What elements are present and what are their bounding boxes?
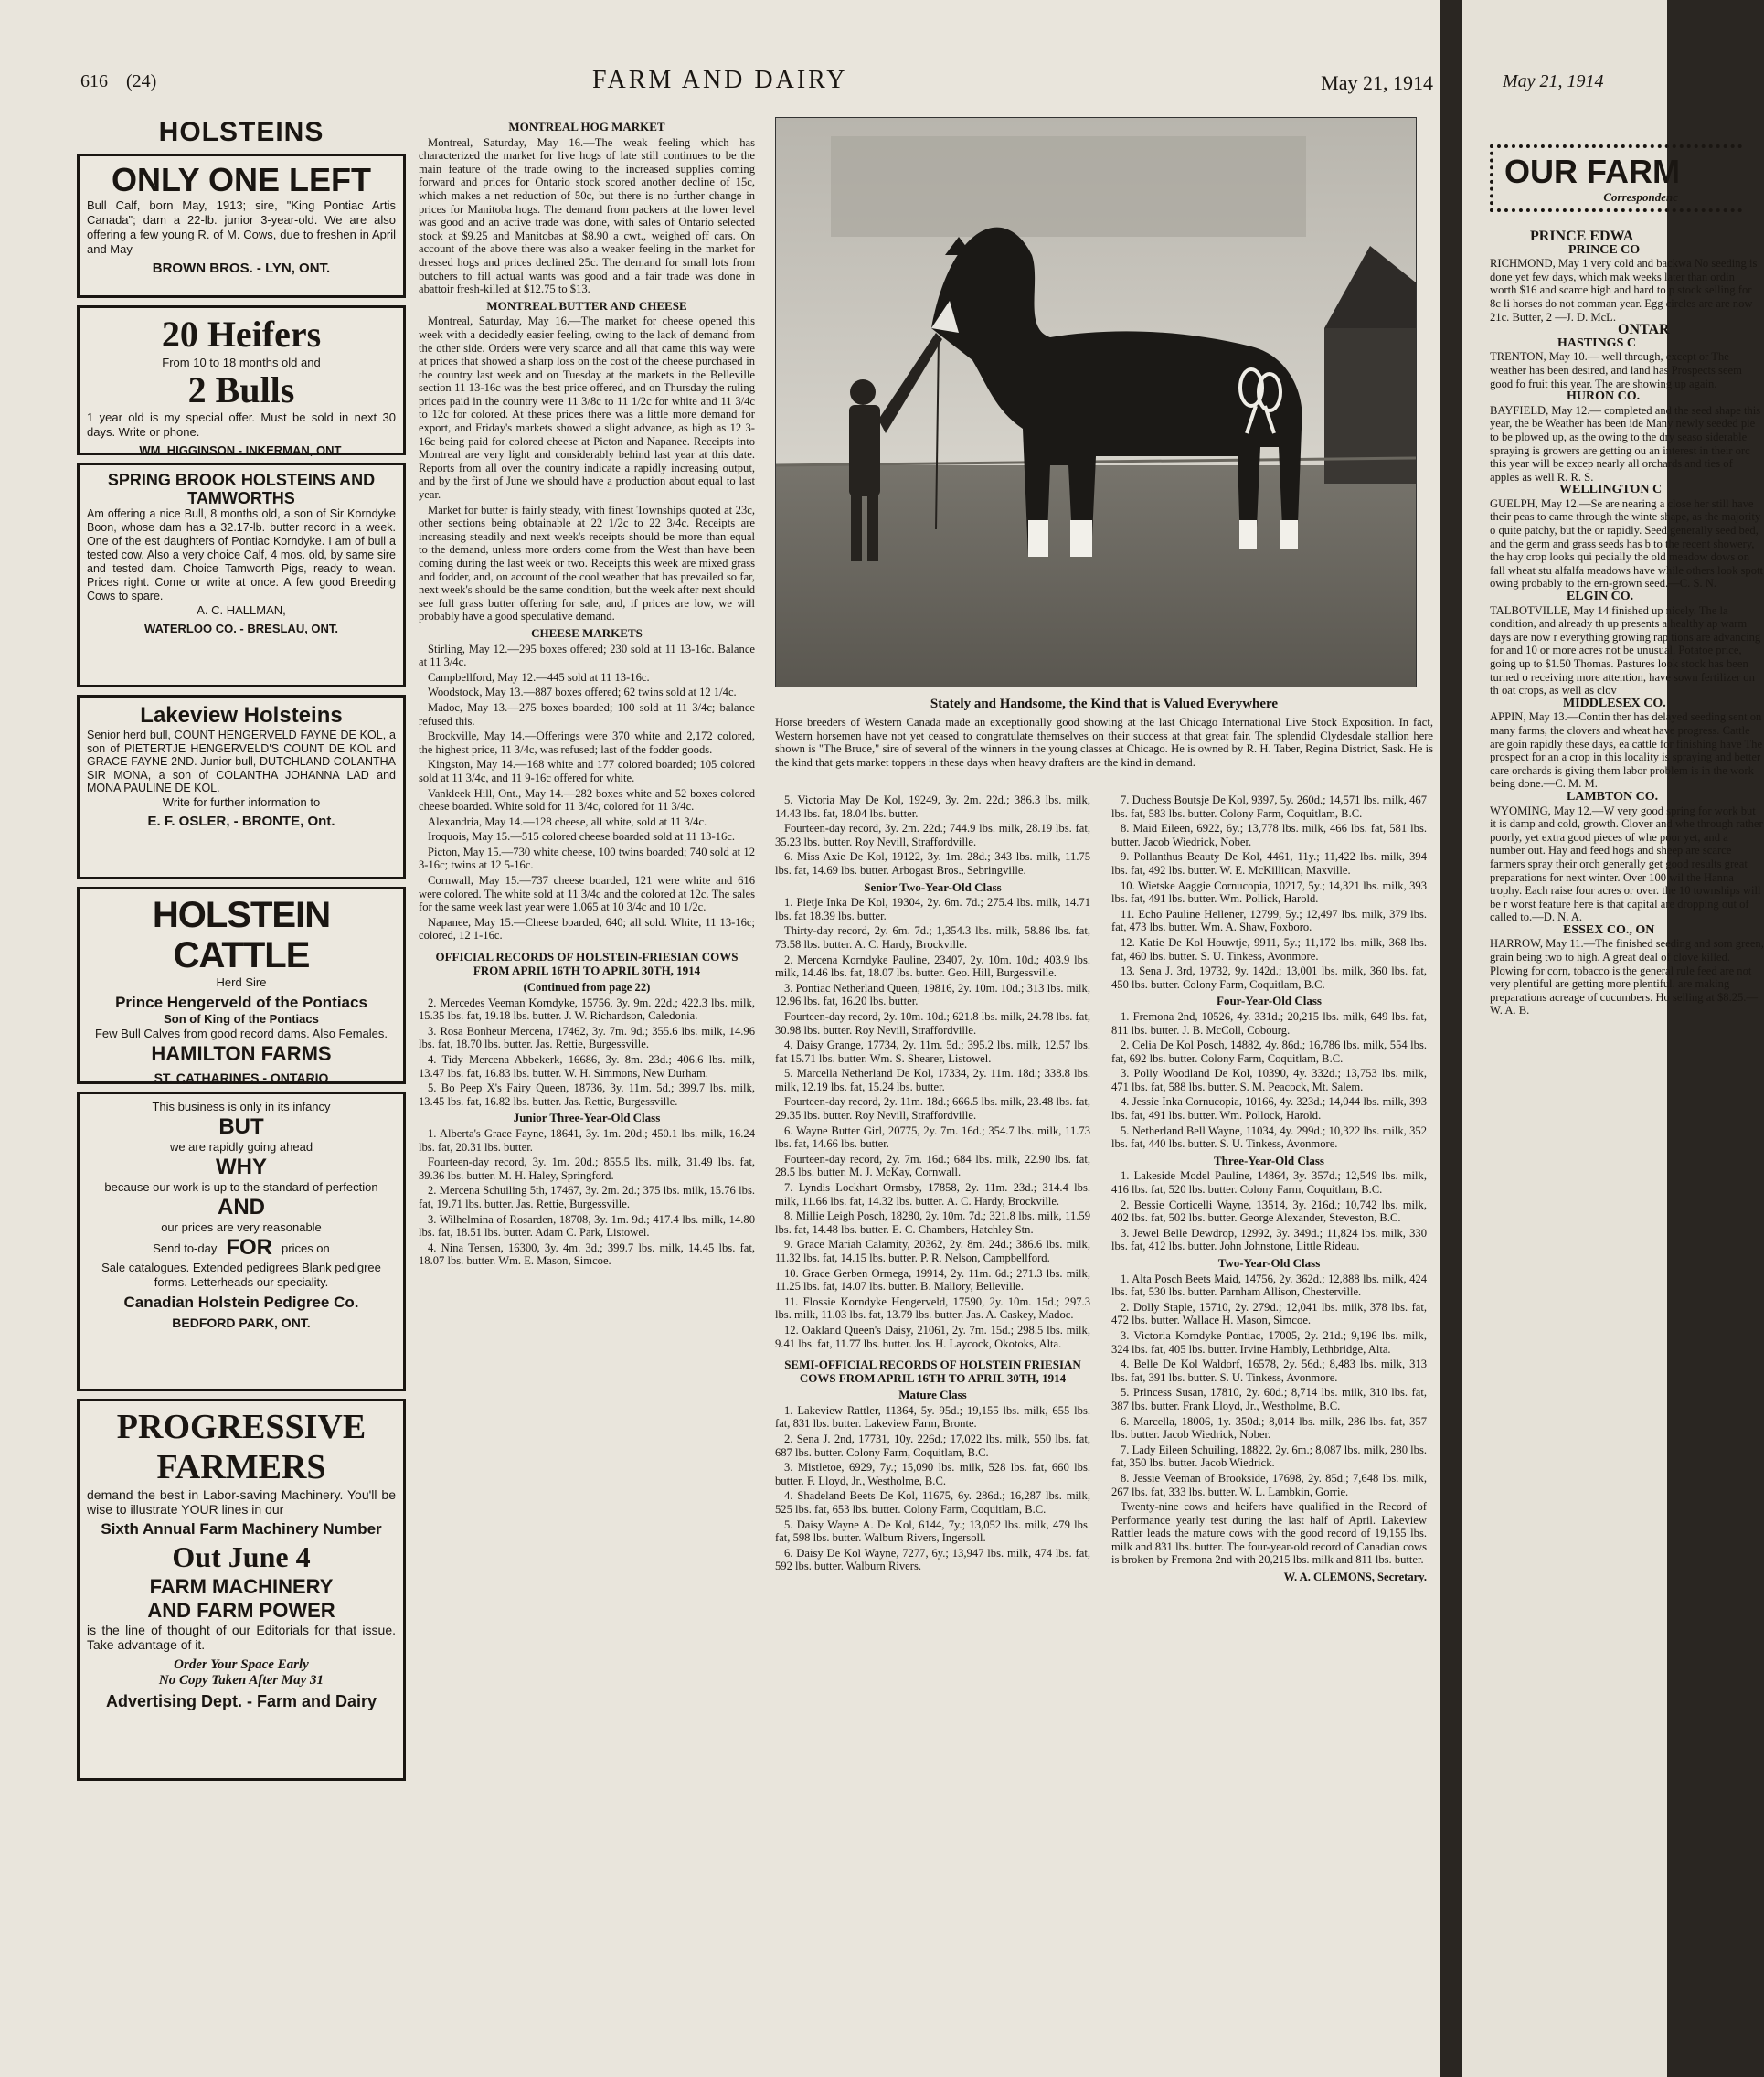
paragraph: 3. Victoria Korndyke Pontiac, 17005, 2y. 21d.; 9,196 lbs. milk, 324 lbs. fat, 405 lbs. butter. Irvine Hambly, Lethbridge, Alta. [1111, 1328, 1427, 1356]
paragraph: 11. Flossie Korndyke Hengerveld, 17590, 2y. 10m. 15d.; 297.3 lbs. milk, 11.03 lbs. fat, 13.79 lbs. butter. Jas. A. Caskey, Madoc. [775, 1294, 1090, 1322]
ad-line: This business is only in its infancy [152, 1100, 331, 1113]
paragraph: Market for butter is fairly steady, with finest Townships quoted at 23c, other sections being obtainable at 22 1/2c to 22 3/4c. Receipts are increasing steadily and next week's receipts should be more than equal to the demand, unless more orders come from the West than have been coming during the last week or two. Receipts this week are mixed grass and fodder, and, on account of the cool weather that has prevailed so far, next week's should be the same condition, but the week after next should see full grass butter offering for sale, and, if prices are low, we will probably have a good speculative demand. [419, 503, 755, 623]
county-heading: HURON CO. [1567, 389, 1641, 404]
page-number: 616 (24) [80, 71, 157, 91]
running-head [80, 66, 1433, 97]
paragraph: Vankleek Hill, Ont., May 14.—282 boxes white and 52 boxes colored cheese boarded. White sold for 11 3/4c, colored for 11 3/4c. [419, 786, 755, 814]
ad-line: prices on [282, 1241, 330, 1255]
paragraph: 4. Nina Tensen, 16300, 3y. 4m. 3d.; 399.7 lbs. milk, 14.45 lbs. fat, 18.07 lbs. butter. Wm. E. Mason, Simcoe. [419, 1241, 755, 1268]
ad-sire: Prince Hengerveld of the Pontiacs [115, 994, 367, 1011]
paragraph: Napanee, May 15.—Cheese boarded, 640; all sold. White, 11 13-16c; colored, 12 1-16c. [419, 915, 755, 943]
ad-headline-2: 2 Bulls [187, 369, 295, 410]
paragraph: 2. Mercedes Veeman Korndyke, 15756, 3y. 9m. 22d.; 422.3 lbs. milk, 15.35 lbs. fat, 19.18 lbs. butter. J. W. Richardson, Caledonia. [419, 996, 755, 1023]
paragraph: 9. Grace Mariah Calamity, 20362, 2y. 8m. 24d.; 386.6 lbs. milk, 11.32 lbs. fat, 14.15 lbs. butter. P. R. Nelson, Campbellford. [775, 1238, 1090, 1264]
ad-line: Few Bull Calves from good record dams. Also Females. [94, 1027, 388, 1040]
report-text: APPIN, May 13.—Contin ther has delayed seeding sent on many farms, the clovers and wheat have progress. Cattle are goin rapidly these days, ea cattle for finishing have The prospect for an a crop in this locality is spraying and better care orchards is giving them labor problem is in the work being done.—C. M. M. [1490, 710, 1763, 791]
paragraph: 6. Wayne Butter Girl, 20775, 2y. 7m. 16d.; 354.7 lbs. milk, 11.73 lbs. fat, 14.66 lbs. butter. [775, 1124, 1090, 1151]
paragraph: 6. Marcella, 18006, 1y. 350d.; 8,014 lbs. milk, 286 lbs. fat, 357 lbs. butter. Jacob Wiedrick, Nober. [1111, 1414, 1427, 1442]
ad-date: Out June 4 [172, 1540, 311, 1573]
ad-line: Son of King of the Pontiacs [164, 1012, 319, 1026]
paragraph: Twenty-nine cows and heifers have qualified in the Record of Performance yearly test during the last half of April. Lakeview Rattler leads the mature cows with the good record of 19,155 lbs. milk and 831 lbs. butter. The four-year-old record of Canadian cows is broken by Fremona 2nd with 20,215 lbs. milk and 811 lbs. butter. [1111, 1500, 1427, 1567]
paragraph: Campbellford, May 12.—445 sold at 11 13-16c. [428, 670, 650, 684]
report-text: TRENTON, May 10.— well through, except or The weather has been desired, and land has Prospects seem good fo fruit this year. The are showing up again. [1490, 350, 1742, 390]
ad-word: WHY [216, 1155, 267, 1179]
ad-progressive-farmers [77, 1399, 406, 1781]
ad-20-heifers [77, 305, 406, 455]
photo-caption: Stately and Handsome, the Kind that is Valued Everywhere [930, 697, 1279, 711]
banner-title: OUR FARM [1504, 153, 1680, 190]
paragraph: 3. Rosa Bonheur Mercena, 17462, 3y. 7m. 9d.; 355.6 lbs. milk, 14.96 lbs. fat, 18.70 lbs. butter. Jas. Rettie, Burgessville. [419, 1024, 755, 1051]
paragraph: 1. Fremona 2nd, 10526, 4y. 331d.; 20,215 lbs. milk, 649 lbs. fat, 811 lbs. butter. J. B. McColl, Cobourg. [1111, 1009, 1427, 1037]
county-heading: MIDDLESEX CO. [1563, 696, 1666, 710]
ad-subject-2: AND FARM POWER [147, 1599, 335, 1622]
report-text: HARROW, May 11.—The finished seeding and som green, grain being two to high. A great deal of clove killed. Plowing for corn, tobacco is the general rule feed are not very plentiful are getting more plentiful. are making preparations acreage of cucumbers. Ho selling at $8.25.—W. A. B. [1490, 937, 1764, 1017]
class-heading: Two-Year-Old Class [1217, 1256, 1321, 1270]
ad-body: Senior herd bull, COUNT HENGERVELD FAYNE DE KOL, a son of PIETERTJE HENGERVELD'S COUNT DE KOL and GRACE FAYNE 2ND. Junior bull, DUTCHLAND COLANTHA SIR MONA, a son of COLANTHA JOHANNA LAD and MONA PAULINE DE KOL. [87, 729, 396, 794]
ad-body: 1 year old is my special offer. Must be sold in next 30 days. Write or phone. [87, 410, 396, 439]
ad-line: we are rapidly going ahead [169, 1140, 313, 1154]
ad-line: our prices are very reasonable [161, 1220, 322, 1234]
ad-line: because our work is up to the standard of perfection [104, 1180, 378, 1194]
ad-only-one-left [77, 154, 406, 298]
paragraph: 6. Daisy De Kol Wayne, 7277, 6y.; 13,947 lbs. milk, 474 lbs. fat, 592 lbs. butter. Walburn Rivers. [775, 1546, 1090, 1573]
advertisement-column [77, 117, 406, 1788]
paragraph: Fourteen-day record, 2y. 11m. 18d.; 666.5 lbs. milk, 23.48 lbs. fat, 29.35 lbs. butter. Roy Nevill, Straffordville. [775, 1095, 1090, 1123]
paragraph: Cornwall, May 15.—737 cheese boarded, 121 were white and 616 were colored. The white sold at 11 3/4c and the colored at 12c. The sales for the same week last year were 1,065 at 10 3/4c and 10 1/2c. [419, 874, 755, 914]
issue-date: May 21, 1914 [1321, 71, 1433, 94]
paragraph: 11. Echo Pauline Hellener, 12799, 5y.; 12,497 lbs. milk, 379 lbs. fat, 473 lbs. butter. Wm. A. Shaw, Foxboro. [1111, 907, 1427, 934]
section-title: HOLSTEINS [158, 117, 324, 147]
ad-body: Bull Calf, born May, 1913; sire, "King Pontiac Artis Canada"; dam a 22-lb. junior 3-year-old. We are also offering a few young R. of M. Cows, due to freshen in April and May [87, 198, 396, 256]
paragraph: 1. Pietje Inka De Kol, 19304, 2y. 6m. 7d.; 275.4 lbs. milk, 14.71 lbs. fat 18.39 lbs. butter. [775, 896, 1090, 922]
ad-footer: BEDFORD PARK, ONT. [172, 1315, 311, 1330]
opposite-date: May 21, 1914 [1503, 71, 1604, 91]
paragraph: Montreal, Saturday, May 16.—The weak feeling which has characterized the market for live hogs of late still continues to be the main feature of the trade owing to the increased supplies coming forward and prices for Ontario stock scored another decline of 15c, which makes a net reduction of 50c, but there is no further change in prices for Manitoba hogs. The demand from packers at the lower level was good and an active trade was done, with sales of Ontario selected stock at $9.25 and Manitobas at $8.90 a cwt., weighed off cars. On account of the above there was also a weaker feeling in the market for dressed hogs and prices declined 25c. The demand for small lots from butchers to fill actual wants was good and a fair trade was done in abattoir fresh-killed at $12.75 to $13. [419, 135, 755, 296]
paragraph: Picton, May 15.—730 white cheese, 100 twins boarded; 740 sold at 12 3-16c; twins at 12 5-16c. [419, 845, 755, 872]
ad-footer: WM. HIGGINSON - INKERMAN, ONT. [139, 443, 344, 457]
ad-lakeview-holsteins [77, 695, 406, 879]
ad-body: Am offering a nice Bull, 8 months old, a son of Sir Korndyke Boon, whose dam has a 32.17-lb. butter record in a week. One of the est daughters of Pontiac Korndyke. I am of bull a tested cow. Also a very choice Calf, 4 mos. old, by same sire and tested dam. Choice Tamworth Pigs, ready to wean. Prices right. Come or write at once. A few good Breeding Cows to spare. [87, 507, 396, 602]
market-column [419, 117, 755, 1270]
records-column-right [1111, 794, 1427, 1584]
ad-subject: FARM MACHINERY [149, 1575, 334, 1598]
ad-spring-brook [77, 463, 406, 687]
ad-word: AND [218, 1195, 265, 1220]
paragraph: 10. Grace Gerben Ormega, 19914, 2y. 11m. 6d.; 271.3 lbs. milk, 11.25 lbs. fat, 14.07 lbs. butter. B. Mallory, Belleville. [775, 1266, 1090, 1294]
paragraph: 7. Lyndis Lockhart Ormsby, 17858, 2y. 11m. 23d.; 314.4 lbs. milk, 11.66 lbs. fat, 14.32 lbs. butter. A. C. Hardy, Brockville. [775, 1181, 1090, 1208]
report-text: BAYFIELD, May 12.— completed and the seed shape this year, the be Weather has been ide Many newly seeded pie to be plowed up, as the owing to the dry seaso siderable spraying is growers are getting ou an interest in their orc this year will be excep nearly all orchards and ties of apples as well R. R. S. [1490, 403, 1761, 484]
masthead: FARM AND DAIRY [592, 66, 848, 94]
ad-write: Write for further information to [162, 794, 321, 809]
paragraph: 13. Sena J. 3rd, 19732, 9y. 142d.; 13,001 lbs. milk, 360 lbs. fat, 450 lbs. butter. Colony Farm, Coquitlam, B.C. [1111, 964, 1427, 991]
paragraph: Fourteen-day record, 3y. 2m. 22d.; 744.9 lbs. milk, 28.19 lbs. fat, 35.23 lbs. butter. Roy Nevill, Straffordville. [775, 822, 1090, 848]
paragraph: 10. Wietske Aaggie Cornucopia, 10217, 5y.; 14,321 lbs. milk, 393 lbs. fat, 491 lbs. butter. Wm. Pollick, Harold. [1111, 879, 1427, 906]
paragraph: 4. Jessie Inka Cornucopia, 10166, 4y. 323d.; 14,044 lbs. milk, 393 lbs. fat, 491 lbs. butter. Wm. Pollock, Harold. [1111, 1095, 1427, 1123]
ad-word: FOR [226, 1235, 273, 1260]
report-text: GUELPH, May 12.—Se are nearing a close her still have their peas to came through the winte shape, as the majority o quite patchy, but the or rapidly. Seed generally seed bed, and the germ and grass seeds has b to the recent showery, the hay crop looks qui pecially the old meadow dows on fall wheat stu alfalfa meadows have while others look spott owing probably to the ern-grown seed.—C. S. N. [1490, 496, 1764, 591]
banner-sub: Correspondenc [1603, 190, 1678, 204]
ad-title: PROGRESSIVE [116, 1408, 367, 1446]
opposite-banner [1490, 144, 1742, 212]
ad-pedigree-co [77, 1092, 406, 1391]
headline: CHEESE MARKETS [531, 625, 643, 640]
ad-title-2: FARMERS [156, 1448, 326, 1486]
county-heading: LAMBTON CO. [1567, 789, 1659, 804]
ad-footer: E. F. OSLER, - BRONTE, Ont. [147, 813, 335, 829]
paragraph: Montreal, Saturday, May 16.—The market for cheese opened this week with a decidedly easier feeling, owing to the lack of demand from the other side. Orders were very scarce and all that came this way were at prices that showed a sharp loss on the cost of the cheese purchased in the country last week and on Tuesday at the markets in the Belleville section 11 13-16c was the best price offered, and on Thursday the ruling prices paid in the country were 11 3/8c to 11 1/2c for white and 11 3/4c to 12c for colored. At these prices there was a little more demand for export, and Friday's markets showed a slight advance, as high as 12 3-16c being paid for colored cheese at Picton and Napanee. Receipts into Montreal are very light and considerably behind last year at this date. Reports from all over the country indicate a rapidly increasing output, and by the first of June we should have a production about equal to last year. [419, 314, 755, 502]
ad-title: ONLY ONE LEFT [111, 161, 372, 198]
paragraph: 5. Victoria May De Kol, 19249, 3y. 2m. 22d.; 386.3 lbs. milk, 14.43 lbs. fat, 18.04 lbs. butter. [775, 794, 1090, 820]
paragraph: 2. Sena J. 2nd, 17731, 10y. 226d.; 17,022 lbs. milk, 550 lbs. fat, 687 lbs. butter. Colony Farm, Coquitlam, B.C. [775, 1432, 1090, 1459]
paragraph: Alexandria, May 14.—128 cheese, all white, sold at 11 3/4c. [428, 815, 707, 828]
paragraph: Thirty-day record, 2y. 6m. 7d.; 1,354.3 lbs. milk, 58.86 lbs. fat, 73.58 lbs. butter. A. C. Hardy, Brockville. [775, 924, 1090, 951]
paragraph: 4. Shadeland Beets De Kol, 11675, 6y. 286d.; 16,287 lbs. milk, 525 lbs. fat, 653 lbs. butter. Colony Farm, Coquitlam, B.C. [775, 1489, 1090, 1516]
ad-word: BUT [218, 1114, 264, 1139]
county-heading: WELLINGTON C [1559, 483, 1663, 497]
report-text: WYOMING, May 12.—W very good spring for work but it is damp and cold, growth. Clover and whe through rather poorly, yet extra good pieces of whe poor yet, and a number out. Hay and feed hogs and sheep are scarce farmers spray their orch generally get good results great preparations for next winter. Over 100 wil the Hanna trophy. Each raise four acres or over. the 10 townships will be r worst feature here is that capital are dropping out of called to.—D. N. A. [1490, 804, 1763, 924]
ad-send-row [87, 1235, 396, 1261]
ad-name: A. C. HALLMAN, [197, 603, 286, 617]
class-heading: Senior Two-Year-Old Class [864, 879, 1002, 894]
paragraph: 12. Oakland Queen's Daisy, 21061, 2y. 7m. 15d.; 298.5 lbs. milk, 9.41 lbs. fat, 11.77 lbs. butter. Jos. H. Laycock, Okotoks, Alta. [775, 1323, 1090, 1350]
subheadline: (Continued from page 22) [523, 981, 651, 995]
paragraph: 8. Maid Eileen, 6922, 6y.; 13,778 lbs. milk, 466 lbs. fat, 581 lbs. butter. Jacob Wiedrick, Nober. [1111, 822, 1427, 848]
paragraph: Fourteen-day record, 3y. 1m. 20d.; 855.5 lbs. milk, 31.49 lbs. fat, 39.36 lbs. butter. M. H. Haley, Springford. [419, 1156, 755, 1182]
paragraph: 1. Lakeview Rattler, 11364, 5y. 95d.; 19,155 lbs. milk, 655 lbs. fat, 831 lbs. butter. Lakeview Farm, Bronte. [775, 1403, 1090, 1431]
paragraph: Brockville, May 14.—Offerings were 370 white and 2,172 colored, the highest price, 11 3/4c, was refused; last of the fodder goods. [419, 730, 755, 756]
ad-line: Herd Sire [216, 975, 267, 989]
ad-issue: Sixth Annual Farm Machinery Number [101, 1520, 382, 1538]
paragraph: 5. Marcella Netherland De Kol, 17334, 2y. 11m. 18d.; 338.8 lbs. milk, 12.19 lbs. fat, 15.24 lbs. butter. [775, 1067, 1090, 1093]
ad-nocopy: No Copy Taken After May 31 [158, 1673, 324, 1688]
paragraph: 7. Duchess Boutsje De Kol, 9397, 5y. 260d.; 14,571 lbs. milk, 467 lbs. fat, 583 lbs. butter. Colony Farm, Coquitlam, B.C. [1111, 794, 1427, 820]
paragraph: 1. Alta Posch Beets Maid, 14756, 2y. 362d.; 12,888 lbs. milk, 424 lbs. fat, 530 lbs. butter. Parnham Allison, Chesterville. [1111, 1272, 1427, 1299]
county-heading: ELGIN CO. [1567, 590, 1634, 604]
ad-footer: WATERLOO CO. - BRESLAU, ONT. [143, 622, 339, 635]
headline: SEMI-OFFICIAL RECORDS OF HOLSTEIN FRIESIAN COWS FROM APRIL 16TH TO APRIL 30TH, 1914 [784, 1358, 1081, 1386]
paragraph: Iroquois, May 15.—515 colored cheese boarded sold at 11 13-16c. [428, 830, 735, 844]
paragraph: Fourteen-day record, 2y. 10m. 10d.; 621.8 lbs. milk, 24.78 lbs. fat, 30.98 lbs. butter. Roy Nevill, Straffordville. [775, 1009, 1090, 1037]
county-heading: ESSEX CO., ON [1563, 922, 1655, 937]
ad-title: HOLSTEIN CATTLE [152, 895, 331, 975]
paragraph: 5. Netherland Bell Wayne, 11034, 4y. 299d.; 10,322 lbs. milk, 352 lbs. fat, 440 lbs. butter. S. U. Tinkess, Avonmore. [1111, 1124, 1427, 1151]
report-text: RICHMOND, May 1 very cold and backwa No seeding is done yet few days, which mak weeks later than ordin worth $16 and scarce high and hard to p stock selling for 8c li horses do not comman year. Egg circles are are now 21c. Butter, 2 —J. D. McL. [1490, 257, 1758, 324]
ad-title: Lakeview Holsteins [140, 703, 343, 728]
paragraph: 8. Jessie Veeman of Brookside, 17698, 2y. 85d.; 7,648 lbs. milk, 267 lbs. fat, 333 lbs. butter. W. L. Lambkin, Gorrie. [1111, 1471, 1427, 1498]
ad-holstein-cattle [77, 887, 406, 1084]
ad-company: Canadian Holstein Pedigree Co. [123, 1294, 359, 1311]
paragraph: 5. Princess Susan, 17810, 2y. 60d.; 8,714 lbs. milk, 310 lbs. fat, 387 lbs. butter. Frank Lloyd, Jr., Westholme, B.C. [1111, 1386, 1427, 1412]
paragraph: 6. Miss Axie De Kol, 19122, 3y. 1m. 28d.; 343 lbs. milk, 11.75 lbs. fat, 14.69 lbs. butter. Arbogast Bros., Sebringville. [775, 850, 1090, 877]
ad-subline: From 10 to 18 months old and [162, 356, 321, 369]
signature: W. A. CLEMONS, Secretary. [1283, 1571, 1427, 1584]
ad-footer: BROWN BROS. - LYN, ONT. [152, 261, 331, 276]
headline: MONTREAL HOG MARKET [508, 120, 665, 133]
report-text: TALBOTVILLE, May 14 finished up nicely. The la condition, and already th up presents a healthy ap warm days are now r everything growing rap tions are advancing for and 10 or more acres not be unusual. Potatoe price, going up to $1.50 Thomas. Pastures look stock has been turned o receiving more attention, have sown fertilizer on th oat crops, as well as clov [1490, 603, 1761, 698]
class-heading: Mature Class [898, 1388, 967, 1402]
paragraph: 8. Millie Leigh Posch, 18280, 2y. 10m. 7d.; 321.8 lbs. milk, 11.59 lbs. fat, 14.48 lbs. butter. E. C. Chambers, Hatchley Stn. [775, 1209, 1090, 1236]
paragraph: 5. Bo Peep X's Fairy Queen, 18736, 3y. 11m. 5d.; 399.7 lbs. milk, 13.45 lbs. fat, 16.82 lbs. butter. Jas. Rettie, Burgessville. [419, 1081, 755, 1108]
paragraph: 3. Jewel Belle Dewdrop, 12992, 3y. 349d.; 11,824 lbs. milk, 330 lbs. fat, 412 lbs. butter. John Johnstone, Little Rideau. [1111, 1226, 1427, 1253]
paragraph: 7. Lady Eileen Schuiling, 18822, 2y. 6m.; 8,087 lbs. milk, 280 lbs. fat, 350 lbs. butter. Jacob Wiedrick. [1111, 1443, 1428, 1470]
paragraph: 2. Mercena Schuiling 5th, 17467, 3y. 2m. 2d.; 375 lbs. milk, 15.76 lbs. fat, 19.71 lbs. butter. Jas. Rettie, Burgessville. [419, 1184, 755, 1210]
paragraph: 2. Mercena Korndyke Pauline, 23407, 2y. 10m. 10d.; 403.9 lbs. milk, 14.46 lbs. fat, 18.07 lbs. butter. Geo. Hill, Burgessville. [775, 953, 1090, 980]
paragraph: 4. Tidy Mercena Abbekerk, 16686, 3y. 8m. 23d.; 406.6 lbs. milk, 13.47 lbs. fat, 16.83 lbs. butter. W. H. Simmons, New Durham. [419, 1053, 755, 1080]
paragraph: 9. Pollanthus Beauty De Kol, 4461, 11y.; 11,422 lbs. milk, 394 lbs. fat, 492 lbs. butter. W. E. McKillican, Maxville. [1111, 850, 1427, 877]
headline: OFFICIAL RECORDS OF HOLSTEIN-FRIESIAN COWS FROM APRIL 16TH TO APRIL 30TH, 1914 [435, 950, 739, 978]
ad-headline: 20 Heifers [161, 314, 322, 355]
county-heading: PRINCE CO [1568, 242, 1641, 257]
ad-order: Order Your Space Early [174, 1657, 309, 1672]
paragraph: Woodstock, May 13.—887 boxes offered; 62 twins sold at 12 1/4c. [428, 686, 737, 699]
paragraph: Stirling, May 12.—295 boxes offered; 230 sold at 11 13-16c. Balance at 11 3/4c. [419, 642, 755, 669]
paragraph: 3. Polly Woodland De Kol, 10390, 4y. 332d.; 13,753 lbs. milk, 471 lbs. fat, 588 lbs. butter. S. M. Peacock, Mt. Salem. [1111, 1067, 1427, 1093]
opposite-page [1462, 0, 1764, 2077]
ad-footer: Advertising Dept. - Farm and Dairy [105, 1692, 377, 1710]
paragraph: 12. Katie De Kol Houwtje, 9911, 5y.; 11,172 lbs. milk, 368 lbs. fat, 460 lbs. butter. S. U. Tinkess, Avonmore. [1111, 935, 1427, 963]
region-heading: ONTAR [1618, 322, 1670, 338]
ad-line: Send to-day [153, 1241, 218, 1255]
horse-photograph [775, 117, 1417, 687]
paragraph: Kingston, May 14.—168 white and 177 colored boarded; 105 colored sold at 11 3/4c, and 11 9-16c offered for white. [419, 758, 755, 784]
paragraph: 1. Lakeside Model Pauline, 14864, 3y. 357d.; 12,549 lbs. milk, 416 lbs. fat, 520 lbs. butter. Colony Farm, Coquitlam, B.C. [1111, 1169, 1427, 1197]
records-column-left [775, 794, 1090, 1575]
region-heading: PRINCE EDWA [1530, 229, 1634, 244]
county-heading: HASTINGS C [1557, 336, 1636, 350]
ad-body: is the line of thought of our Editorials for that issue. Take advantage of it. [87, 1623, 396, 1652]
paragraph: 3. Wilhelmina of Rosarden, 18708, 3y. 1m. 9d.; 417.4 lbs. milk, 14.80 lbs. fat, 18.51 lbs. butter. Adam C. Park, Listowel. [419, 1212, 755, 1240]
paragraph: 3. Pontiac Netherland Queen, 19816, 2y. 10m. 10d.; 313 lbs. milk, 12.96 lbs. fat, 16.20 lbs. butter. [775, 981, 1090, 1008]
ad-farm: HAMILTON FARMS [151, 1042, 332, 1065]
class-heading: Three-Year-Old Class [1214, 1153, 1324, 1167]
ad-body: demand the best in Labor-saving Machinery. You'll be wise to illustrate YOUR lines in our [87, 1487, 396, 1517]
ad-line: Sale catalogues. Extended pedigrees Blank pedigree forms. Letterheads our speciality. [101, 1261, 381, 1289]
paragraph: 1. Alberta's Grace Fayne, 18641, 3y. 1m. 20d.; 450.1 lbs. milk, 16.24 lbs. fat, 20.31 lbs. butter. [419, 1126, 755, 1154]
photo-text: Horse breeders of Western Canada made an exceptionally good showing at the last Chicago International Live Stock Exposition. In fact, Western horsemen have not yet ceased to congratulate themselves on their success at that great fair. The splendid Clydesdale stallion here shown is "The Bruce," sire of several of the winners in the young classes at Chicago. He is owned by R. H. Taber, Regina District, Sask. He is the kind that gets market toppers in these days when heavy drafters are the kind in demand. [775, 716, 1433, 769]
paragraph: 3. Mistletoe, 6929, 7y.; 15,090 lbs. milk, 528 lbs. fat, 660 lbs. butter. F. Lloyd, Jr., Westholme, B.C. [775, 1461, 1090, 1487]
paragraph: Madoc, May 13.—275 boxes boarded; 100 sold at 11 3/4c; balance refused this. [419, 700, 755, 728]
paragraph: 4. Belle De Kol Waldorf, 16578, 2y. 56d.; 8,483 lbs. milk, 313 lbs. fat, 391 lbs. butter. S. U. Tinkess, Avonmore. [1111, 1358, 1427, 1384]
paragraph: 5. Daisy Wayne A. De Kol, 6144, 7y.; 13,052 lbs. milk, 479 lbs. fat, 598 lbs. butter. Walburn Rivers, Ingersoll. [775, 1518, 1090, 1545]
paragraph: 2. Dolly Staple, 15710, 2y. 279d.; 12,041 lbs. milk, 378 lbs. fat, 472 lbs. butter. Wallace H. Mason, Simcoe. [1111, 1300, 1427, 1327]
class-heading: Junior Three-Year-Old Class [513, 1111, 661, 1125]
paragraph: 2. Bessie Corticelli Wayne, 13514, 3y. 216d.; 10,742 lbs. milk, 402 lbs. fat, 502 lbs. butter. George Alexander, Steveston, B.C. [1111, 1198, 1427, 1225]
horse-illustration [776, 118, 1416, 687]
paragraph: 4. Daisy Grange, 17734, 2y. 11m. 5d.; 395.2 lbs. milk, 12.57 lbs. fat 15.71 lbs. butter. Wm. S. Shearer, Listowel. [775, 1038, 1090, 1065]
ad-title: SPRING BROOK HOLSTEINS AND TAMWORTHS [107, 471, 376, 507]
headline: MONTREAL BUTTER AND CHEESE [486, 298, 687, 313]
class-heading: Four-Year-Old Class [1217, 994, 1322, 1008]
ad-footer: ST. CATHARINES - ONTARIO [154, 1070, 329, 1085]
feature-area [775, 117, 1433, 1584]
paragraph: Fourteen-day record, 2y. 7m. 16d.; 684 lbs. milk, 22.90 lbs. fat, 28.5 lbs. butter. M. J. McKay, Cornwall. [775, 1152, 1090, 1179]
paragraph: 2. Celia De Kol Posch, 14882, 4y. 86d.; 16,786 lbs. milk, 554 lbs. fat, 692 lbs. butter. Colony Farm, Coquitlam, B.C. [1111, 1038, 1427, 1065]
opposite-text [1490, 230, 1764, 1017]
